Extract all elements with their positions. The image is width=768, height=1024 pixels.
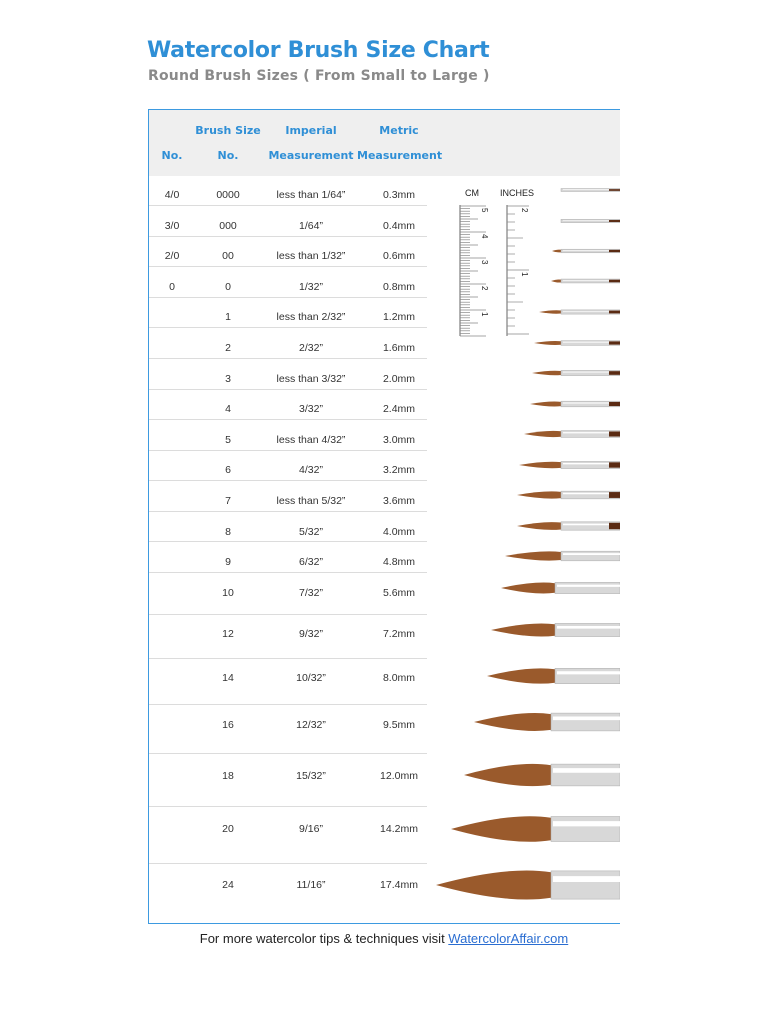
cell-imperial: 6/32” (299, 556, 323, 568)
brush-ferrule-17 (551, 764, 620, 786)
ruler-inches-label: INCHES (500, 188, 535, 198)
brush-hair-12 (505, 551, 561, 560)
page-subtitle: Round Brush Sizes ( From Small to Large ) (148, 68, 490, 84)
cell-brush-size: 20 (222, 823, 234, 835)
cell-imperial: 7/32” (299, 587, 323, 599)
cell-imperial: less than 1/64” (276, 189, 346, 201)
brush-handle-6 (609, 371, 620, 375)
cell-brush-size: 6 (225, 464, 231, 476)
brush-handle-1 (609, 220, 620, 222)
cell-no: 0 (169, 281, 175, 293)
ruler-cm-label: CM (465, 188, 479, 198)
cell-brush-size: 2 (225, 342, 231, 354)
cell-imperial: 1/64” (299, 220, 323, 232)
brush-ferrule-12 (561, 551, 620, 561)
cell-metric: 5.6mm (382, 587, 416, 599)
ruler-inch-number: 1 (520, 272, 529, 277)
cell-metric: 4.8mm (382, 556, 416, 568)
ruler-cm-number: 3 (480, 260, 489, 265)
cell-imperial: 5/32” (299, 526, 323, 538)
cell-brush-size: 7 (225, 495, 231, 507)
page-title: Watercolor Brush Size Chart (147, 38, 490, 63)
cell-no: 3/0 (164, 220, 180, 232)
brush-handle-9 (609, 462, 620, 467)
brush-hair-15 (487, 668, 555, 683)
cell-metric: 4.0mm (382, 526, 416, 538)
cell-imperial: 11/16” (296, 879, 326, 891)
cell-brush-size: 18 (222, 770, 234, 782)
brush-hair-13 (501, 583, 555, 594)
cell-brush-size: 0 (225, 281, 231, 293)
brush-handle-5 (609, 341, 620, 344)
cell-brush-size: 8 (225, 526, 231, 538)
cell-metric: 3.0mm (382, 434, 416, 446)
footer-link[interactable]: WatercolorAffair.com (448, 931, 569, 946)
cell-brush-size: 14 (222, 672, 234, 684)
cell-brush-size: 000 (219, 220, 237, 232)
cell-metric: 1.2mm (382, 311, 416, 323)
ruler-cm-number: 2 (480, 286, 489, 291)
cell-brush-size: 3 (225, 373, 231, 385)
brush-handle-3 (609, 280, 620, 283)
brush-ferrule-18 (551, 817, 620, 842)
cell-imperial: 4/32” (299, 464, 323, 476)
cell-imperial: 12/32” (296, 719, 326, 731)
brush-hair-6 (532, 371, 561, 375)
cell-imperial: less than 2/32” (276, 311, 346, 323)
ruler-inch-number: 2 (520, 208, 529, 213)
brush-ferrule-19 (551, 871, 620, 899)
cell-imperial: less than 1/32” (276, 250, 346, 262)
brush-handle-11 (609, 523, 620, 529)
cell-metric: 0.3mm (382, 189, 416, 201)
brush-hair-10 (517, 491, 561, 498)
cell-brush-size: 0000 (216, 189, 240, 201)
cell-metric: 2.0mm (382, 373, 416, 385)
cell-metric: 2.4mm (382, 403, 416, 415)
header-brush-size-line1: Brush Size (195, 124, 261, 137)
cell-metric: 14.2mm (380, 823, 418, 835)
brush-hair-2 (552, 250, 561, 253)
cell-brush-size: 9 (225, 556, 231, 568)
cell-imperial: less than 4/32” (276, 434, 346, 446)
cell-metric: 0.4mm (382, 220, 416, 232)
brush-hair-5 (534, 341, 561, 345)
cell-metric: 1.6mm (382, 342, 416, 354)
brush-hair-3 (551, 279, 561, 282)
cell-imperial: 3/32” (299, 403, 323, 415)
cell-metric: 12.0mm (380, 770, 418, 782)
brush-hair-8 (524, 431, 561, 437)
cell-imperial: 9/16” (299, 823, 323, 835)
cell-brush-size: 24 (222, 879, 234, 891)
brush-handle-8 (609, 431, 620, 436)
header-no: No. (161, 149, 183, 162)
brush-hair-19 (436, 870, 551, 899)
cell-brush-size: 12 (222, 628, 234, 640)
cell-imperial: 9/32” (299, 628, 323, 640)
brush-ferrule-15 (555, 668, 620, 683)
brush-handle-7 (609, 402, 620, 406)
brush-hair-7 (530, 402, 561, 407)
brush-hair-14 (491, 624, 555, 637)
cell-metric: 7.2mm (382, 628, 416, 640)
cell-imperial: 10/32” (296, 672, 326, 684)
brush-hair-11 (517, 522, 561, 530)
cell-brush-size: 4 (225, 403, 231, 415)
footer-text: For more watercolor tips & techniques visit (199, 931, 449, 946)
cell-brush-size: 10 (222, 587, 234, 599)
brush-hair-16 (474, 713, 551, 731)
header-imperial-line2: Measurement (268, 149, 354, 162)
header-imperial-line1: Imperial (285, 124, 337, 137)
cell-brush-size: 16 (222, 719, 234, 731)
cell-metric: 0.6mm (382, 250, 416, 262)
ruler-cm-number: 5 (480, 208, 489, 213)
cell-imperial: 2/32” (299, 342, 323, 354)
header-metric-line2: Measurement (357, 149, 443, 162)
brush-handle-2 (609, 250, 620, 252)
cell-brush-size: 5 (225, 434, 231, 446)
cell-metric: 3.6mm (382, 495, 416, 507)
cell-no: 4/0 (164, 189, 180, 201)
cell-metric: 0.8mm (382, 281, 416, 293)
brush-hair-4 (539, 310, 561, 313)
brush-ferrule-16 (551, 713, 620, 731)
ruler-cm-number: 1 (480, 312, 489, 317)
brush-size-table (148, 109, 620, 924)
brush-illustrations (149, 110, 620, 923)
brush-handle-0 (609, 189, 620, 191)
cell-imperial: less than 3/32” (276, 373, 346, 385)
brush-handle-10 (609, 492, 620, 498)
cell-metric: 17.4mm (380, 879, 418, 891)
cell-brush-size: 00 (222, 250, 234, 262)
ruler-cm-number: 4 (480, 234, 489, 239)
cell-imperial: less than 5/32” (276, 495, 346, 507)
brush-hair-9 (519, 462, 561, 468)
cell-metric: 9.5mm (382, 719, 416, 731)
cell-imperial: 15/32” (296, 770, 326, 782)
footer (0, 931, 768, 946)
header-metric-line1: Metric (379, 124, 419, 137)
cell-imperial: 1/32” (299, 281, 323, 293)
brush-ferrule-14 (555, 623, 620, 636)
brush-handle-4 (609, 311, 620, 314)
cell-metric: 3.2mm (382, 464, 416, 476)
brush-ferrule-13 (555, 582, 620, 593)
cell-no: 2/0 (164, 250, 180, 262)
header-brush-size-line2: No. (217, 149, 239, 162)
brush-hair-17 (464, 764, 551, 786)
brush-hair-18 (451, 816, 551, 842)
cell-brush-size: 1 (225, 311, 231, 323)
cell-metric: 8.0mm (382, 672, 416, 684)
